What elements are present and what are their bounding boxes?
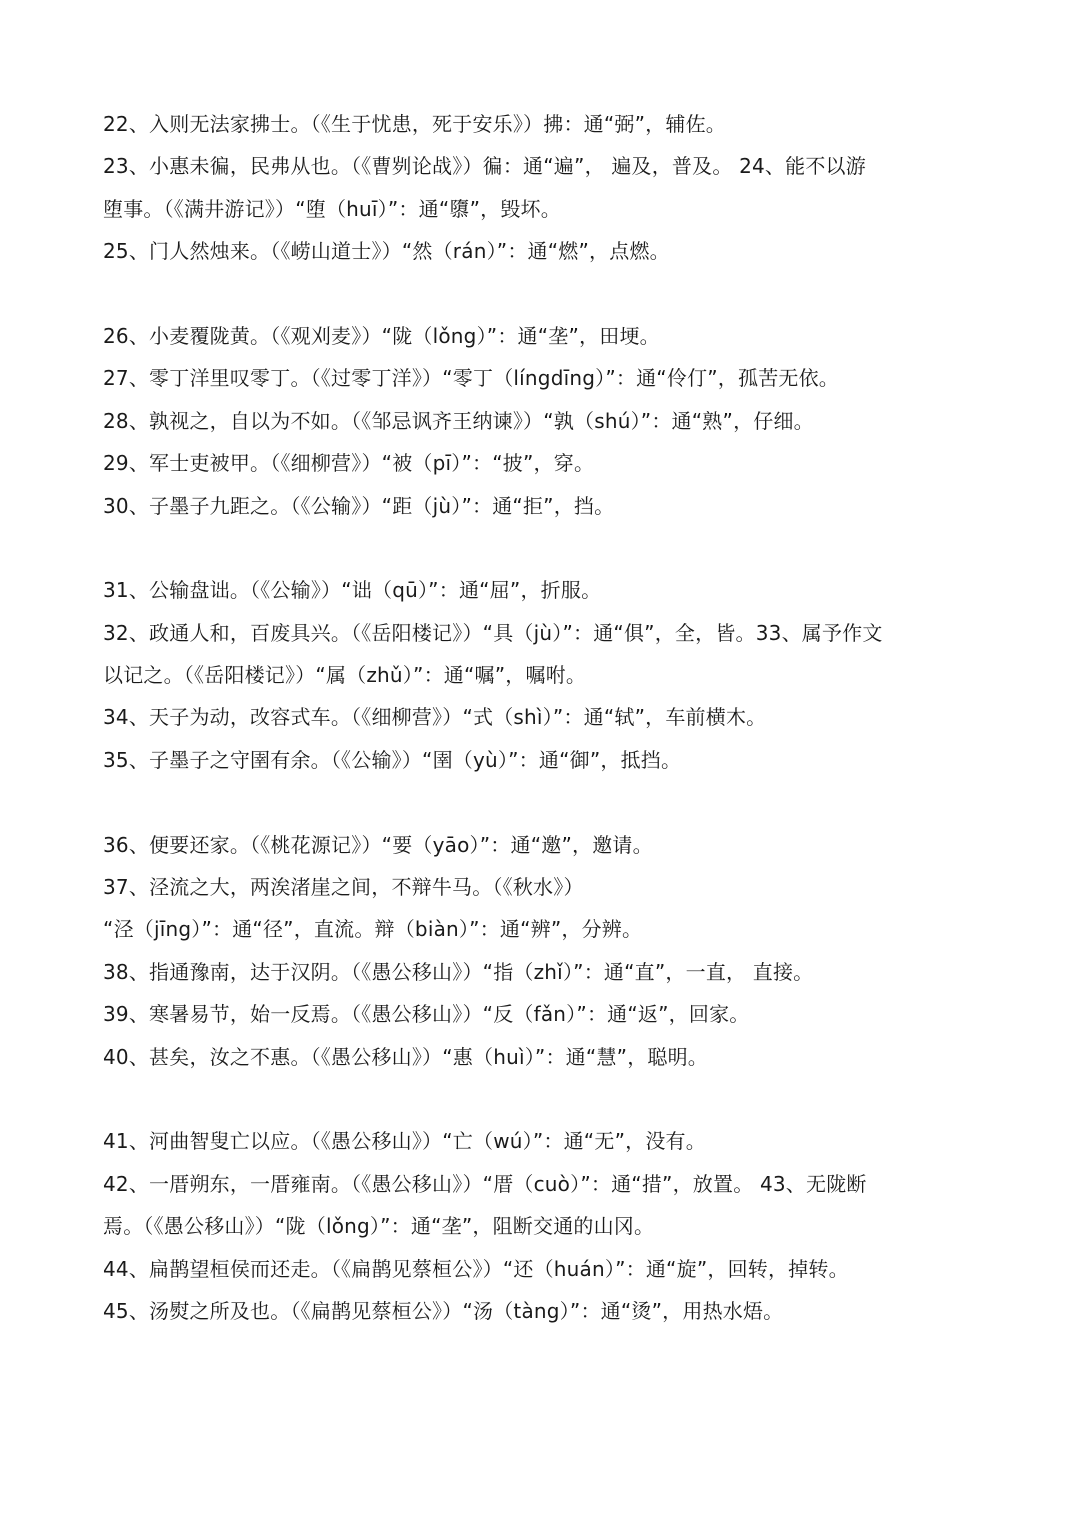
text-line: 28、孰视之，自以为不如。（《邹忌讽齐王纳谏》）“孰（shú）”：通“熟”，仔细。 (103, 408, 814, 433)
text-line: 26、小麦覆陇黄。（《观刈麦》）“陇（lǒng）”：通“垄”，田埂。 (103, 323, 660, 348)
text-line: 40、甚矣，汝之不惠。（《愚公移山》）“惠（huì）”：通“慧”，聪明。 (103, 1044, 709, 1069)
text-line: 23、小惠未徧，民弗从也。（《曹刿论战》）徧：通“遍”， 遍及，普及。 24、能不以游 (103, 154, 866, 179)
text-line: 焉。（《愚公移山》）“陇（lǒng）”：通“垄”，阻断交通的山冈。 (103, 1214, 655, 1239)
text-line: 22、入则无法家拂士。（《生于忧患，死于安乐》）拂：通“弼”，辅佐。 (103, 112, 726, 136)
text-line: 35、子墨子之守圉有余。（《公输》）“圉（yù）”：通“御”，抵挡。 (103, 747, 682, 772)
paragraph-gap (103, 781, 1003, 823)
text-line: 以记之。（《岳阳楼记》）“属（zhǔ）”：通“嘱”，嘱咐。 (103, 663, 587, 688)
text-line: 30、子墨子九距之。（《公输》）“距（jù）”：通“拒”，挡。 (103, 493, 615, 518)
text-line: “泾（jīng）”：通“径”，直流。辩（biàn）”：通“辨”，分辨。 (103, 917, 643, 942)
text-line: 36、便要还家。（《桃花源记》）“要（yāo）”：通“邀”，邀请。 (103, 832, 653, 857)
text-line: 堕事。（《满井游记》）“堕（huī）”：通“隳”，毁坏。 (103, 196, 561, 221)
text-line: 45、汤熨之所及也。（《扁鹊见蔡桓公》）“汤（tàng）”：通“烫”，用热水焐。 (103, 1298, 784, 1323)
text-line: 29、军士吏被甲。（《细柳营》）“被（pī）”：“披”，穿。 (103, 451, 595, 476)
text-line: 41、河曲智叟亡以应。（《愚公移山》）“亡（wú）”：通“无”，没有。 (103, 1129, 706, 1154)
text-line: 39、寒暑易节，始一反焉。（《愚公移山》）“反（fǎn）”：通“返”，回家。 (103, 1002, 750, 1027)
paragraph-gap (103, 1078, 1003, 1120)
text-line: 42、一厝朔东，一厝雍南。（《愚公移山》）“厝（cuò）”：通“措”，放置。 43、无陇断 (103, 1171, 867, 1196)
text-line: 38、指通豫南，达于汉阴。（《愚公移山》）“指（zhǐ）”：通“直”，一直， 直接。 (103, 959, 814, 984)
text-line: 37、泾流之大，两涘渚崖之间，不辩牛马。（《秋水》） (103, 875, 584, 900)
text-line: 31、公输盘诎。（《公输》）“诎（qū）”：通“屈”，折服。 (103, 578, 602, 603)
paragraph-gap (103, 527, 1003, 569)
text-line: 44、扁鹊望桓侯而还走。（《扁鹊见蔡桓公》）“还（huán）”：通“旋”，回转，掉转。 (103, 1256, 849, 1281)
paragraph-gap (103, 273, 1003, 315)
text-line: 34、天子为动，改容式车。（《细柳营》）“式（shì）”：通“轼”，车前横木。 (103, 705, 767, 730)
text-line: 25、门人然烛来。（《崂山道士》）“然（rán）”：通“燃”，点燃。 (103, 239, 670, 264)
text-body (103, 103, 1003, 1332)
text-line: 32、政通人和，百废具兴。（《岳阳楼记》）“具（jù）”：通“俱”，全，皆。33、属予作文 (103, 620, 883, 645)
text-line: 27、零丁洋里叹零丁。（《过零丁洋》）“零丁（língdīng）”：通“伶仃”，孤苦无依。 (103, 366, 840, 391)
